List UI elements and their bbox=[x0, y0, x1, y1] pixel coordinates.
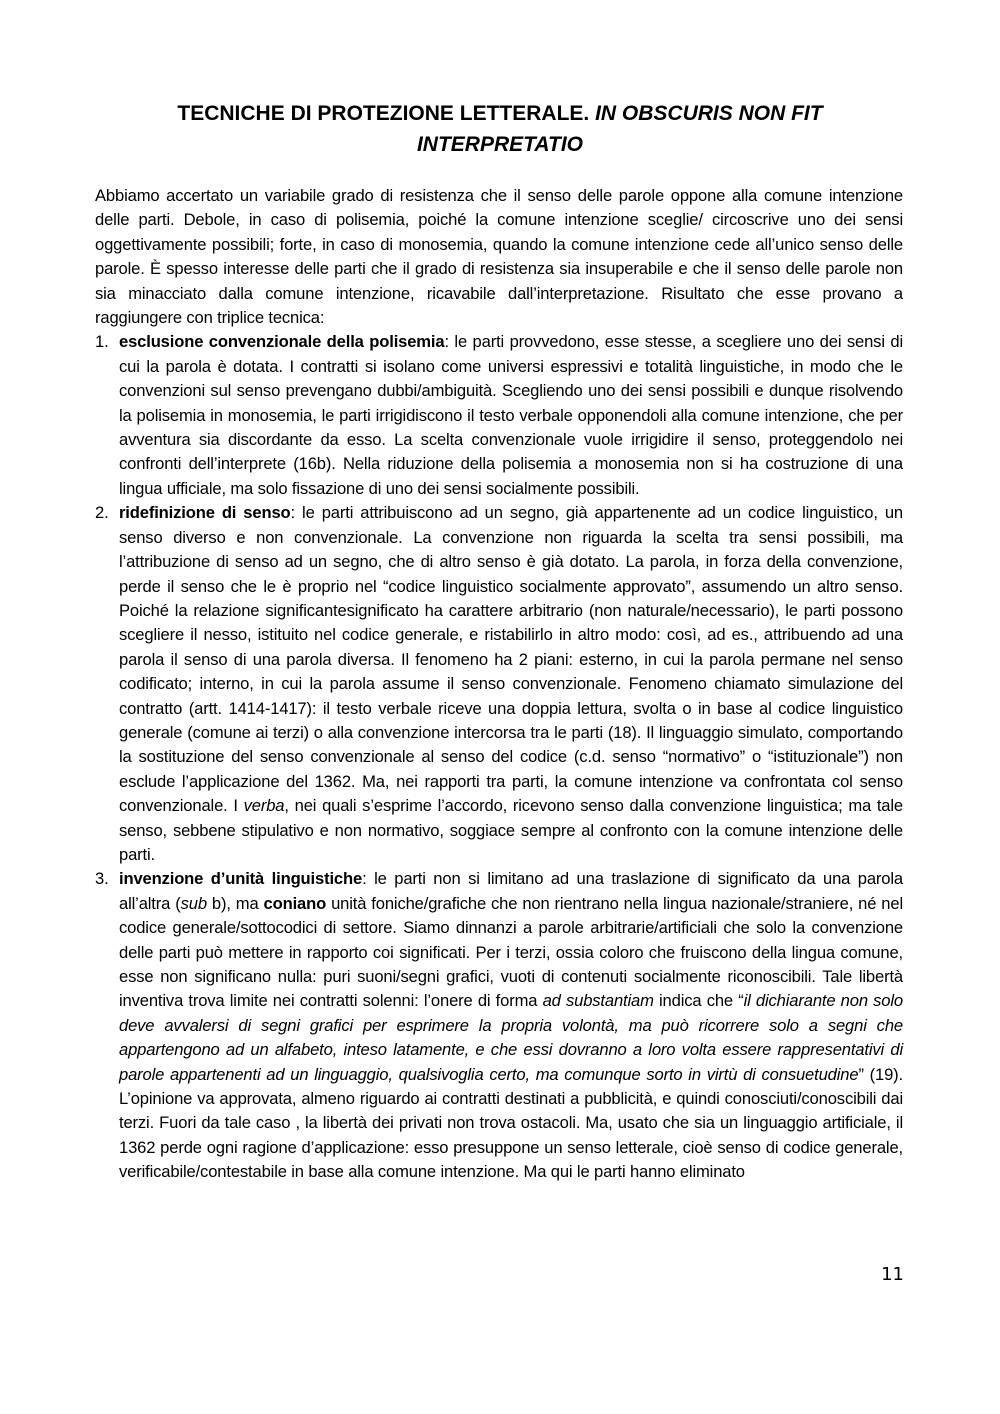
title-main: TECNICHE DI PROTEZIONE LETTERALE. bbox=[177, 102, 596, 125]
list-number-2: 2. bbox=[95, 503, 109, 523]
item-2-heading: ridefinizione di senso bbox=[119, 503, 291, 523]
item-3-italic-a: sub bbox=[180, 893, 207, 913]
technique-list bbox=[95, 330, 903, 1184]
page-title bbox=[120, 98, 880, 160]
item-3-text-a: : le parti non si limitano ad una traslazione di significato da una parola all’altra ( bbox=[119, 869, 903, 913]
page-number: 11 bbox=[881, 1264, 904, 1285]
list-item-3 bbox=[95, 867, 903, 1184]
document-body bbox=[95, 184, 903, 1185]
item-3-heading: invenzione d’unità linguistiche bbox=[119, 869, 363, 889]
list-item-2 bbox=[95, 501, 903, 867]
item-3-italic-quote: il dichiarante non solo deve avvalersi di segni grafici per esprimere la propria volontà, ma può ricorrere solo a segni che appartengono ad un alfabeto, inteso latamente, e che essi dovranno a loro volta essere rappresentativi di parole appartenenti ad un linguaggio, qualsivoglia certo, ma comunque sorto in virtù di consuetudine bbox=[119, 991, 903, 1084]
item-2-italic: verba bbox=[243, 796, 285, 816]
item-1-text: : le parti provvedono, esse stesse, a scegliere uno dei sensi di cui la parola è dotata. I contratti si isolano come universi espressivi e totalità linguistiche, in modo che le convenzioni sul senso prevengano dubbi/ambiguità. Scegliendo uno dei sensi possibili e dunque risolvendo la polisemia in monosemia, le parti irrigidiscono il testo verbale opponendoli alla comune intenzione, che per avventura sia discordante da esso. La scelta convenzionale vuole irrigidire il senso, proteggendolo nei confronti dell’interprete (16b). Nella riduzione della polisemia a monosemia non si ha costruzione di una lingua ufficiale, ma solo fissazione di uno dei sensi socialmente possibili. bbox=[119, 332, 903, 498]
title-latin-phrase: IN OBSCURIS NON FIT INTERPRETATIO bbox=[416, 102, 823, 156]
item-3-text-e: ” (19). L’opinione va approvata, almeno riguardo ai contratti destinati a pubblicità, e quindi conosciuti/conoscibili dai terzi. Fuori da tale caso , la libertà dei privati non trova ostacoli. Ma, usato che sia un linguaggio artificiale, il 1362 perde ogni ragione d’applicazione: esso presuppone un senso letterale, cioè senso di codice generale, verificabile/contestabile in base alla comune intenzione. Ma qui le parti hanno eliminato bbox=[119, 1064, 903, 1182]
intro-paragraph: Abbiamo accertato un variabile grado di resistenza che il senso delle parole oppone alla comune intenzione delle parti. Debole, in caso di polisemia, poiché la comune intenzione sceglie/ circoscrive uno dei sensi oggettivamente possibili; forte, in caso di monosemia, quando la comune intenzione cede all’unico senso delle parole. È spesso interesse delle parti che il grado di resistenza sia insuperabile e che il senso delle parole non sia minacciato dalla comune intenzione, ricavabile dall’interpretazione. Risultato che esse provano a raggiungere con triplice tecnica: bbox=[95, 186, 903, 328]
list-number-1: 1. bbox=[95, 332, 109, 352]
list-number-3: 3. bbox=[95, 869, 109, 889]
item-3-italic-c: ad substantiam bbox=[542, 991, 654, 1011]
item-3-text-c: unità foniche/grafiche che non rientrano nella lingua nazionale/straniere, né nel codice generale/sottocodici di settore. Siamo dinnanzi a parole arbitrarie/artificiali che solo la convenzione delle parti può mettere in rapporto coi significati. Per i terzi, ossia coloro che fruiscono della lingua comune, esse non significano nulla: puri suoni/segni grafici, vuoti di contenuti socialmente riconoscibili. Tale libertà inventiva trova limite nei contratti solenni: l’onere di forma bbox=[119, 893, 903, 1011]
item-3-bold-b: coniano bbox=[263, 893, 327, 913]
item-3-text-d: indica che “ bbox=[653, 991, 744, 1011]
item-2-text-a: : le parti attribuiscono ad un segno, già appartenente ad un codice linguistico, un senso diverso e non convenzionale. La convenzione non riguarda la scelta tra sensi possibili, ma l’attribuzione di senso ad un segno, che di altro senso è già dotato. La parola, in forza della convenzione, perde il senso che le è proprio nel “codice linguistico socialmente approvato”, assumendo un altro senso. Poiché la relazione significantesignificato ha carattere arbitrario (non naturale/necessario), le parti possono scegliere il nesso, istituito nel codice generale, e ristabilirlo in altro modo: così, ad es., attribuendo ad una parola il senso di una parola diversa. Il fenomeno ha 2 piani: esterno, in cui la parola permane nel senso codificato; interno, in cui la parola assume il senso convenzionale. Fenomeno chiamato simulazione del contratto (artt. 1414-1417): il testo verbale riceve una doppia lettura, svolta o in base al codice linguistico generale (comune ai terzi) o alla convenzione intercorsa tra le parti (18). Il linguaggio simulato, comportando la sostituzione del senso convenzionale al senso del codice (c.d. senso “normativo” o “istituzionale”) non esclude l’applicazione del 1362. Ma, nei rapporti tra parti, la comune intenzione va confrontata col senso convenzionale. I bbox=[119, 503, 904, 816]
item-3-text-b: b), ma bbox=[206, 893, 264, 913]
item-1-heading: esclusione convenzionale della polisemia bbox=[119, 332, 445, 352]
list-item-1 bbox=[95, 330, 903, 501]
item-2-text-b: , nei quali s’esprime l’accordo, ricevono senso dalla convenzione linguistica; ma tale senso, sebbene stipulativo e non normativo, soggiace sempre al confronto con la comune intenzione delle parti. bbox=[119, 796, 904, 864]
